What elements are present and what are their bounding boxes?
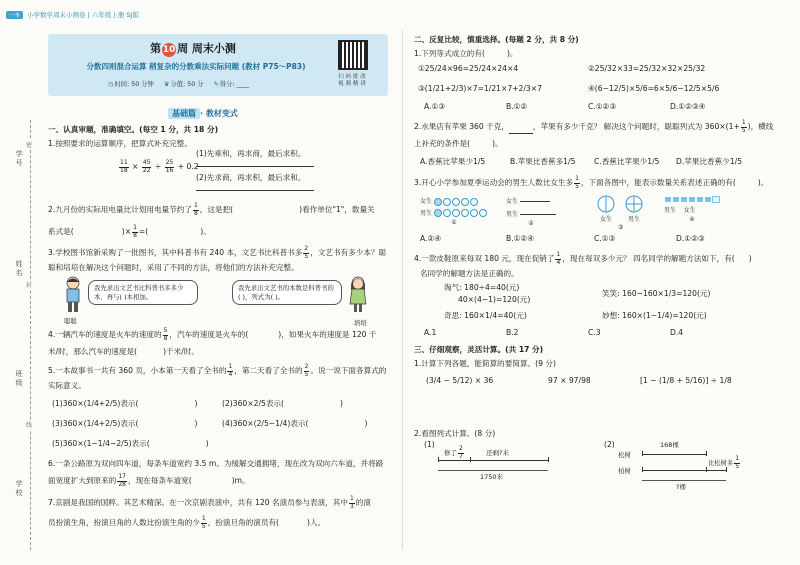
q5-item-2-text: (2)360×2/5表示( — [222, 399, 284, 408]
r3-fig4-girl-label: 女生 — [683, 207, 696, 214]
r3-fig4 — [664, 196, 720, 223]
q4-line-2 — [48, 346, 199, 357]
fig1-repaired: 修了 $\frac{2}{7}$ — [444, 445, 463, 460]
r2-choice-c[interactable]: C.香蕉比苹果少1/5 — [594, 157, 660, 166]
page-subtitle: 分数四则混合运算 稍复杂的分数乘法实际问题 (教材 P75～P83) — [86, 62, 306, 71]
cut-mark-mi: 密 — [26, 142, 33, 149]
student-info-margin — [6, 120, 34, 550]
r4-choice-a[interactable]: A.1 — [424, 328, 437, 337]
q5-text-b: ，第二天看了全书的 — [234, 366, 303, 375]
c1-expr-b: 97 × 97/98 — [548, 376, 591, 385]
q7-text-b: 的演 — [355, 498, 371, 507]
q1-answer-line-1[interactable] — [196, 166, 314, 167]
week-number-badge: 10 — [162, 45, 176, 55]
r4-taoqi-2: 40×(4−1)=120(元) — [458, 295, 531, 304]
got-info — [214, 79, 250, 88]
q4-line-1: 4.一辆汽车的速度是火车的速度的 $\frac{5}{8}$ ，汽车的速度是火车的( )，如果火车的速度是 120 千 — [48, 327, 377, 342]
r3-text-a: 3.开心小学参加夏季运动会的男生人数比女生多 — [414, 178, 574, 187]
cut-line — [30, 120, 31, 550]
fig2-cypress-tick-a — [642, 467, 643, 472]
q7-text-c: 员扮演生角，扮演旦角的人数比扮演生角的少 — [48, 518, 200, 527]
column-divider — [402, 30, 403, 550]
r3-fig3-girl-label: 女生 — [600, 216, 613, 223]
r1-stem-text: 1.下列等式成立的有( — [414, 49, 485, 58]
q3-line-1: 3.学校图书馆新采购了一批图书，其中科普书有 240 本，文艺书比科普书多 $\frac{2}{5}$ ，文艺书有多少本？聪 — [48, 245, 387, 260]
r3-fig3-num: ③ — [618, 224, 624, 231]
score-info — [164, 79, 204, 88]
fig1-total: 1750米 — [480, 473, 504, 481]
section-2-heading: 二、反复比较，慎重选择。(每题 2 分，共 8 分) — [414, 35, 579, 44]
class-label: 班级 — [15, 370, 23, 388]
r1-choice-a[interactable]: A.①③ — [424, 102, 446, 111]
r1-stem-end: )。 — [506, 49, 518, 58]
r3-fig4-boy-label: 男生 — [664, 207, 677, 214]
fig2-pine-tick-a — [642, 451, 643, 456]
r2-line-1: 2.水果店有苹果 360 千克， ，苹果有多少千克？ 解决这个问题时，聪聪列式为 360×(1+ $\frac{1}{5}$ )，横线 — [414, 119, 774, 134]
r4-choice-b[interactable]: B.2 — [506, 328, 519, 337]
q5-line-1: 5.一本故事书一共有 360 页，小本第一天看了全书的 $\frac{1}{4}$ ，第二天看了全书的 $\frac{2}{5}$ 。说一说下面各算式的 — [48, 363, 387, 378]
r2-text-d: 上补充的条件是( — [414, 139, 471, 148]
r4-taoqi-1: 淘气: 180÷4=40(元) — [444, 283, 520, 292]
q3-text-a: 3.学校图书馆新采购了一批图书，其中科普书有 240 本，文艺书比科普书多 — [48, 248, 303, 257]
clock-icon: ◷ — [108, 81, 114, 88]
fig2-pine-tick-b — [706, 451, 707, 456]
score-text: 分值: 50 分 — [170, 81, 204, 88]
q5-line-2: 实际意义。 — [48, 381, 86, 390]
school-label: 学校 — [15, 480, 23, 498]
header-text: 小学数学周末小测卷 | 六年级上册 SJ版 — [27, 11, 139, 19]
boy-cong-illustration — [62, 276, 84, 314]
r2-line-2 — [414, 138, 503, 149]
r4-qisi: 奇思: 160×1/4=40(元) — [444, 311, 527, 320]
fig2-cypress-line — [642, 470, 726, 471]
r3-choice-a[interactable]: A.②④ — [420, 234, 442, 243]
q5-item-4: (4)360×(2/5−1/4)表示( ) — [222, 419, 368, 428]
q7-text-d: ，扮演旦角的演员有( — [207, 518, 280, 527]
q2-text-c: )看作单位"1"，数量关 — [299, 205, 375, 214]
r1-option-1: ①25/24×96=25/24×24×4 — [418, 64, 519, 73]
section-basic-label — [168, 108, 238, 119]
title-prefix: 第 — [150, 42, 162, 55]
r4-xiaoxiao: 笑笑: 160−160×1/3=120(元) — [602, 289, 711, 298]
q5-item-4-text: (4)360×(2/5−1/4)表示( — [222, 419, 309, 428]
got-text: 得分: ____ — [219, 81, 250, 88]
cong-speech-bubble: 我先求出文艺书比科普书多多少本，再与( )本相加。 — [88, 280, 198, 305]
fig2-label: (2) — [604, 440, 615, 449]
r2-text-a: 2.水果店有苹果 360 千克， — [414, 122, 509, 131]
r3-choice-c[interactable]: C.①③ — [594, 234, 616, 243]
fig2-pine-label: 松树 — [618, 451, 631, 459]
section-1-heading: 一、认真审题，准确填空。(每空 1 分，共 18 分) — [48, 125, 219, 134]
fig1-remaining: 还剩?米 — [486, 449, 509, 457]
fig2-pine-line — [642, 454, 706, 455]
qr-code-icon[interactable] — [338, 40, 368, 70]
q5-item-3-text: (3)360×(1/4+2/5)表示( — [52, 419, 139, 428]
q4-text-a: 4.一辆汽车的速度是火车的速度的 — [48, 330, 162, 339]
fig2-cypress-tick-b — [706, 467, 707, 472]
r2-choice-d[interactable]: D.苹果比香蕉少1/5 — [676, 157, 743, 166]
r4-choice-c[interactable]: C.3 — [588, 328, 601, 337]
q5-text-a: 5.一本故事书一共有 360 页，小本第一天看了全书的 — [48, 366, 227, 375]
r1-option-3: ③(1/21+2/3)×7=1/21×7+2/3×7 — [418, 84, 542, 93]
r3-text-b: ，下面各图中，能表示数量关系表述正确的有( — [580, 178, 736, 187]
r2-choice-a[interactable]: A.香蕉比苹果少1/5 — [420, 157, 486, 166]
q6-text-b: 面宽度扩大到原来的 — [48, 476, 117, 485]
r4-line-1: 4.一款皮鞋原来每双 180 元，现在促销了 $\frac{1}{4}$ ，现在每双多少元？ 四名同学的解题方法如下，有( ) — [414, 251, 752, 266]
section-basic-title: 基础篇 — [168, 108, 200, 119]
q1-requirement-1: (1)先乘和，再求商，最后求积。 — [196, 149, 306, 158]
r4-miaoxiang: 妙想: 160×(1−1/4)=120(元) — [602, 311, 707, 320]
q5-item-3: (3)360×(1/4+2/5)表示( ) — [52, 419, 198, 428]
q4-text-e: )千米/时。 — [163, 347, 199, 356]
r2-text-c: )，横线 — [747, 122, 774, 131]
r3-choice-b[interactable]: B.①②④ — [506, 234, 535, 243]
page-title — [48, 40, 338, 57]
brand-tag: 一本 — [6, 11, 23, 19]
r3-fig2-num: ② — [528, 220, 534, 227]
r4-line-2: 名同学的解题方法是正确的。 — [420, 269, 519, 278]
time-text: 时间: 50 分钟 — [114, 81, 154, 88]
fig1-total-brace — [438, 470, 548, 471]
trophy-icon: ♛ — [163, 81, 170, 88]
exam-meta — [108, 79, 249, 88]
r3-fig2-girl-label: 女生 — [506, 198, 519, 205]
q2-text-e: )× — [121, 227, 132, 236]
q5-text-c: 。说一说下面各算式的 — [310, 366, 387, 375]
r3-line-1: 3.开心小学参加夏季运动会的男生人数比女生多 $\frac{1}{5}$ ，下面各图中，能表示数量关系表述正确的有( )。 — [414, 175, 769, 190]
section-basic-sub: · 教材变式 — [200, 109, 238, 118]
r1-option-4: ④(6−12/5)×5/6=6×5/6−12/5×5/6 — [588, 84, 720, 93]
pei-speech-bubble: 我先求出文艺书的本数是科普书的( )，列式为( )。 — [232, 280, 342, 305]
r3-fig4-num: ④ — [689, 216, 695, 223]
q1-requirement-2: (2)先求商，再求积，最后求和。 — [196, 173, 306, 182]
cut-mark-feng: 封 — [26, 282, 33, 289]
r1-option-2: ②25/32×33=25/32×32×25/32 — [588, 64, 706, 73]
r1-choice-b[interactable]: B.①② — [506, 102, 528, 111]
r3-fig1-boy-label: 男生 — [420, 209, 433, 217]
q7-text-a: 7.京剧是我国的国粹。其艺术精深。在一次京剧表演中，共有 120 名演员参与表演，其中 — [48, 498, 348, 507]
fig1-tick-end — [548, 457, 549, 462]
q1-frac-den: 18 — [120, 166, 128, 174]
r3-fig1-girl-label: 女生 — [420, 198, 433, 205]
r4-text-a: 4.一款皮鞋原来每双 180 元，现在促销了 — [414, 254, 555, 263]
c1-stem: 1.计算下列各题，能简算的要简算。(9 分) — [414, 359, 556, 368]
q6-text-c: ，现在每条车道宽( — [127, 476, 192, 485]
q7-text-e: )人。 — [307, 518, 326, 527]
q6-line-1: 6.一条公路原为双向四车道，每条车道宽约 3.5 m。为缓解交通拥堵，现在改为双向六车道，并将路 — [48, 459, 384, 468]
q5-item-5-text: (5)360×(1−1/4−2/5)表示( — [52, 439, 150, 448]
r2-choice-b[interactable]: B.苹果比香蕉多1/5 — [510, 157, 576, 166]
r4-choice-d[interactable]: D.4 — [670, 328, 684, 337]
q6-text-d: )m。 — [231, 476, 250, 485]
q2-text-a: 2.九月份的实际用电量比计划用电量节约了 — [48, 205, 192, 214]
q4-text-c: )，如果火车的速度是 120 千 — [278, 330, 377, 339]
r3-choice-d[interactable]: D.①②③ — [676, 234, 705, 243]
r3-fig3-boy-label: 男生 — [628, 216, 641, 223]
q2-line-2: 系式是( )× $\frac{1}{8}$ =( )。 — [48, 224, 211, 239]
r3-fig1-num: ① — [451, 219, 457, 226]
header-strip — [6, 10, 139, 19]
r1-stem — [414, 48, 518, 59]
q2-text-f: =( — [138, 227, 149, 236]
time-info — [108, 79, 154, 88]
cong-label: 聪聪 — [64, 317, 77, 325]
r2-text-b: ，苹果有多少千克？ 解决这个问题时，聪聪列式为 360×(1+ — [532, 122, 740, 131]
fig1-repaired-text: 修了 — [444, 449, 457, 457]
fig1-tick-start — [438, 457, 439, 462]
q5-item-2: (2)360×2/5表示( ) — [222, 399, 343, 408]
r3-text-c: )。 — [757, 178, 769, 187]
q7-line-2: 员扮演生角，扮演旦角的人数比扮演生角的少 $\frac{1}{5}$ ，扮演旦角的演员有( )人。 — [48, 515, 326, 530]
pencil-icon: ✎ — [213, 81, 219, 88]
number-label: 学号 — [15, 150, 23, 168]
q2-text-g: )。 — [200, 227, 211, 236]
fig2-total-brace — [642, 480, 726, 481]
fig1-label: (1) — [424, 440, 435, 449]
r2-text-e: )。 — [492, 139, 503, 148]
fig2-question: ?棵 — [676, 483, 686, 491]
r3-fig1 — [420, 196, 488, 226]
section-3-heading: 三、仔细观察，灵活计算。(共 17 分) — [414, 345, 544, 354]
c1-expr-c: [1 − (1/8 + 5/16)] ÷ 1/8 — [640, 376, 732, 385]
title-suffix: 周 周末小测 — [177, 42, 236, 55]
c1-expr-a: (3/4 − 5/12) × 36 — [426, 376, 494, 385]
q4-text-d: 米/时，那么汽车的速度是( — [48, 347, 138, 356]
q6-line-2: 面宽度扩大到原来的 $\frac{17}{28}$ ，现在每条车道宽( )m。 — [48, 473, 250, 488]
r4-text-b: ，现在每双多少元？ 四名同学的解题方法如下，有( — [562, 254, 735, 263]
q5-item-1-text: (1)360×(1/4+2/5)表示( — [52, 399, 139, 408]
r1-choice-c[interactable]: C.①②③ — [588, 102, 617, 111]
qr-label: 扫 码 批 改 视 频 精 讲 — [338, 74, 366, 87]
q1-expression: $\frac{11}{18}$ × $\frac{45}{22}$ ÷ $\frac{25}{16}$ + 0.2 — [120, 159, 199, 174]
q1-frac-num: 11 — [120, 159, 128, 166]
q2-line-1: 2.九月份的实际用电量比计划用电量节约了 $\frac{1}{8}$ ，这是把( )看作单位"1"，数量关 — [48, 202, 375, 217]
q3-text-b: ，文艺书有多少本？聪 — [310, 248, 387, 257]
q1-stem: 1.按照要求的运算顺序，把算式补充完整。 — [48, 139, 192, 148]
fig2-cypress-label: 柏树 — [618, 467, 631, 475]
r3-fig2-boy-label: 男生 — [506, 211, 519, 218]
fig1-tick-mid — [470, 457, 471, 462]
fig2-top-count: 168棵 — [660, 441, 679, 449]
q3-line-2: 聪和培培在解决这个问题时，采用了不同的方法，将他们的方法补充完整。 — [48, 263, 299, 272]
c2-stem: 2.看图列式计算。(8 分) — [414, 429, 496, 438]
fig2-more-than: 比松树多 $\frac{1}{5}$ — [708, 455, 740, 470]
cut-mark-xian: 线 — [26, 422, 33, 429]
q2-text-d: 系式是( — [48, 227, 74, 236]
q4-text-b: ，汽车的速度是火车的( — [169, 330, 249, 339]
pei-label: 培培 — [354, 319, 367, 327]
r3-fig2 — [506, 196, 556, 227]
q1-answer-line-2[interactable] — [196, 190, 314, 191]
q5-item-1: (1)360×(1/4+2/5)表示( ) — [52, 399, 198, 408]
q7-line-1: 7.京剧是我国的国粹。其艺术精深。在一次京剧表演中，共有 120 名演员参与表演，其中 $\frac{1}{3}$ 的演 — [48, 495, 371, 510]
fig2-more-than-text: 比松树多 — [708, 460, 734, 467]
r4-text-c: ) — [748, 254, 752, 263]
q5-item-5: (5)360×(1−1/4−2/5)表示( ) — [52, 439, 209, 448]
girl-pei-illustration — [346, 276, 370, 314]
q2-text-b: ，这是把( — [199, 205, 234, 214]
r1-choice-d[interactable]: D.①②③④ — [670, 102, 706, 111]
name-label: 姓名 — [15, 260, 23, 278]
fig1-line — [438, 460, 548, 461]
